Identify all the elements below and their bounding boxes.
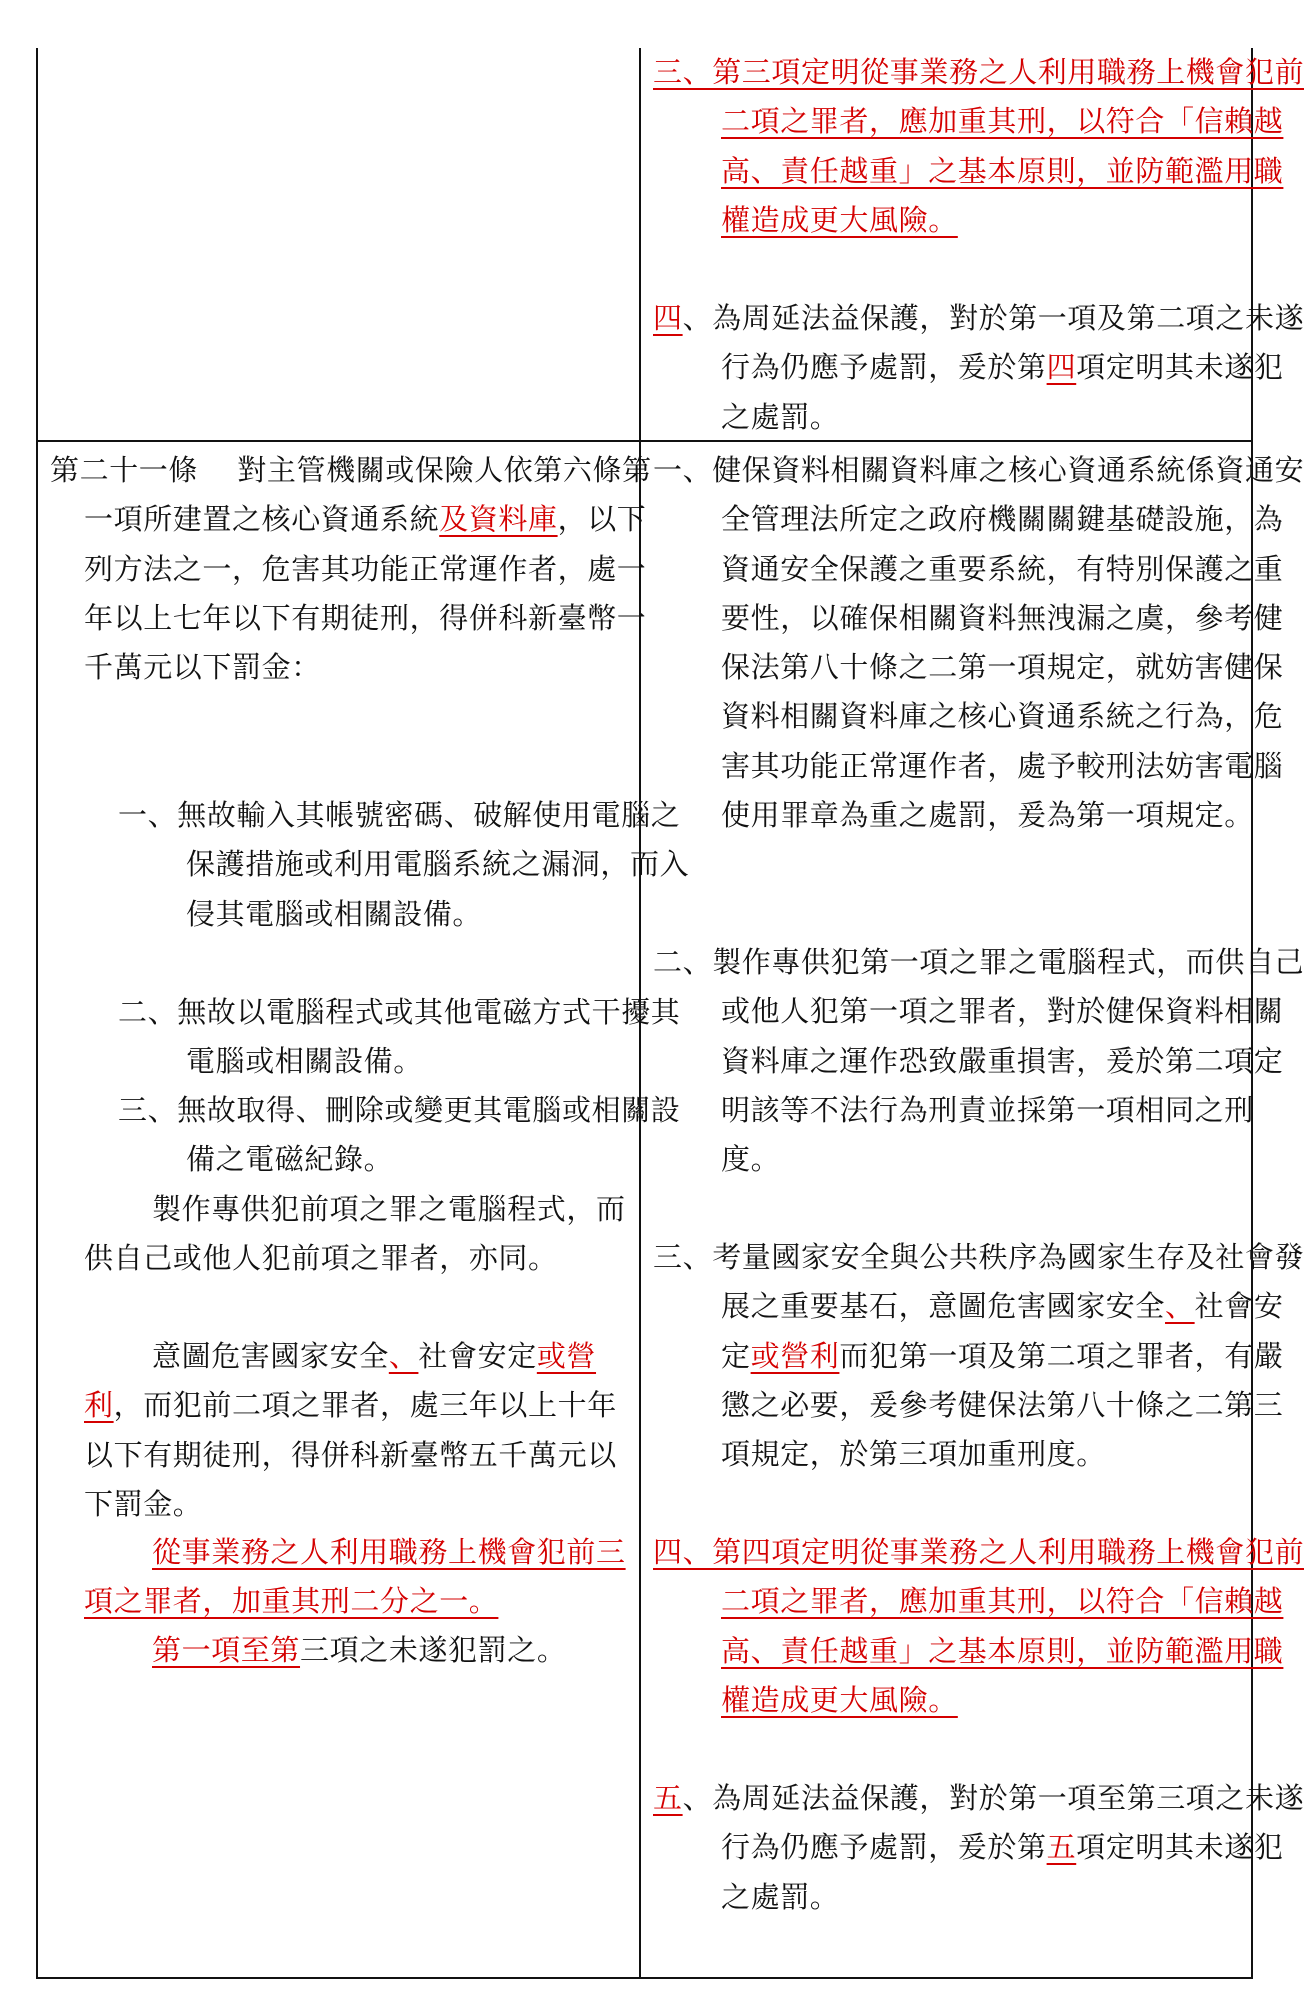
article-method-1: 一、無故輸入其帳號密碼、破解使用電腦之保護措施或利用電腦系統之漏洞，而入侵其電腦或相關設備。	[118, 798, 690, 931]
explanation-3-text-b: 社會安定	[721, 1289, 1284, 1373]
article-paragraph-4-added: 從事業務之人利用職務上機會犯前三項之罪者，加重其刑二分之一。	[84, 1535, 626, 1619]
explanation-5	[653, 1774, 1304, 1922]
paragraph-3-amend-comma: 、	[388, 1339, 419, 1373]
paragraph-5-text: 三項之未遂犯罰之。	[300, 1633, 567, 1667]
article-intro-text: 對主管機關或保險人依第六條第一項所建置之核心資通系統	[84, 453, 652, 537]
article-method-3: 三、無故取得、刪除或變更其電腦或相關設備之電磁紀錄。	[118, 1093, 681, 1177]
table-bottom-border	[36, 1977, 1253, 1979]
explanation-4-added: 四、第四項定明從事業務之人利用職務上機會犯前二項之罪者，應加重其刑，以符合「信賴越高、責任越重」之基本原則，並防範濫用職權造成更大風險。	[653, 1535, 1304, 1717]
paragraph-3-amend-profit: 或營利	[84, 1339, 597, 1423]
top-right-item-4-ref: 四	[1046, 350, 1077, 385]
table-left-border	[36, 48, 38, 1979]
paragraph-3-text: 意圖危害國家安全	[152, 1339, 389, 1373]
article-paragraph-3	[84, 1332, 628, 1529]
paragraph-3-tail: ，而犯前二項之罪者，處三年以上十年以下有期徒刑，得併科新臺幣五千萬元以下罰金。	[84, 1388, 617, 1521]
explanation-3-amend-comma: 、	[1165, 1289, 1195, 1324]
top-right-item-4-text: 、為周延法益保護，對於第一項及第二項之未遂行為仍應予處罰，爰於第	[682, 301, 1304, 385]
comparison-table	[36, 48, 1304, 1979]
article-method-2: 二、無故以電腦程式或其他電磁方式干擾其電腦或相關設備。	[118, 995, 681, 1079]
explanation-3-text: 三、考量國家安全與公共秩序為國家生存及社會發展之重要基石，意圖危害國家安全	[653, 1240, 1304, 1324]
paragraph-5-amend: 第一項至第	[152, 1633, 301, 1667]
article-paragraph-2: 製作專供犯前項之罪之電腦程式，而供自己或他人犯前項之罪者，亦同。	[84, 1192, 626, 1276]
top-right-item-4-number: 四	[653, 301, 683, 335]
article-paragraph-5	[84, 1626, 628, 1675]
top-right-item-3: 三、第三項定明從事業務之人利用職務上機會犯前二項之罪者，應加重其刑，以符合「信賴越高、責任越重」之基本原則，並防範濫用職權造成更大風險。	[653, 55, 1304, 237]
explanation-5-ref: 五	[1046, 1830, 1077, 1865]
explanation-5-number: 五	[653, 1781, 683, 1815]
explanation-2: 二、製作專供犯第一項之罪之電腦程式，而供自己或他人犯第一項之罪者，對於健保資料相關資料庫之運作恐致嚴重損害，爰於第二項定明該等不法行為刑責並採第一項相同之刑度。	[653, 945, 1304, 1177]
paragraph-3-text-b: 社會安定	[418, 1339, 537, 1373]
explanation-3-tail: 而犯第一項及第二項之罪者，有嚴懲之必要，爰參考健保法第八十條之二第三項規定，於第三項加重刑度。	[721, 1338, 1284, 1472]
article-21-intro	[50, 446, 662, 692]
article-amend-database: 及資料庫	[439, 502, 558, 537]
explanation-1: 一、健保資料相關資料庫之核心資通系統係資通安全管理法所定之政府機關關鍵基礎設施，為資通安全保護之重要系統，有特別保護之重要性，以確保相關資料無洩漏之虞，參考健保法第八十條之二第一項規定，就妨害健保資料相關資料庫之核心資通系統之行為，危害其功能正常運作者，處予較刑法妨害電腦使用罪章為重之處罰，爰為第一項規定。	[653, 453, 1304, 833]
explanation-5-tail: 項定明其未遂犯之處罰。	[721, 1830, 1284, 1914]
explanation-5-text: 、為周延法益保護，對於第一項至第三項之未遂行為仍應予處罰，爰於第	[682, 1781, 1304, 1865]
top-right-item-4	[653, 294, 1304, 442]
explanation-3-amend-profit: 或營利	[750, 1338, 840, 1373]
top-right-item-4-tail: 項定明其未遂犯之處罰。	[721, 350, 1284, 434]
article-number: 第二十一條	[50, 453, 199, 487]
article-intro-tail: ，以下列方法之一，危害其功能正常運作者，處一年以上七年以下有期徒刑，得併科新臺幣一千萬元以下罰金：	[84, 502, 647, 685]
explanation-3	[653, 1233, 1304, 1479]
